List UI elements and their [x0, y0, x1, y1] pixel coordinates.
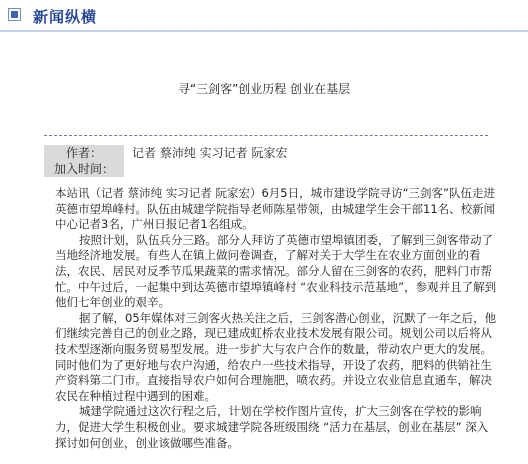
date-row — [44, 161, 488, 177]
date-label: 加入时间： — [44, 161, 124, 177]
article-body — [55, 186, 497, 451]
paragraph: 本站讯（记者 蔡沛纯 实习记者 阮家宏）6月5日，城市建设学院寻访“三剑客”队伍走进英德市望埠峰村。队伍由城建学院指导老师陈星带领，由城建学生会干部11名、校新闻中心记者3名，广州日报记者1名组成。 — [55, 186, 496, 232]
article-title: 寻“三剑客”创业历程 创业在基层 — [177, 82, 351, 96]
article-meta — [44, 145, 488, 177]
header-divider — [0, 30, 528, 32]
paragraph: 据了解，05年媒体对三剑客火热关注之后，三剑客潜心创业，沉默了一年之后，他们继续完善自己的创业之路，现已建成虹桥农业技术发展有限公司。规划公司以后将从技术型逐渐向服务贸易型发展。进一步扩大与农户合作的数量，带动农户更大的发展。同时他们为了更好地与农户沟通，给农户一些技术指导，开设了农药，肥料的供销社生产资料第二门市。直接指导农户如何合理施肥，喷农药。并设立农业信息直通车，解决农民在种植过程中遇到的困难。 — [55, 310, 497, 403]
author-value: 记者 蔡沛纯 实习记者 阮家宏 — [132, 146, 288, 160]
paragraph: 按照计划，队伍兵分三路。部分人拜访了英德市望埠镇团委，了解到三剑客带动了当地经济地发展。有些人在镇上做问卷调查，了解对关于大学生在农业方面创业的看法，农民、居民对反季节瓜果蔬菜的需求情况。部分人留在三剑客的农药，肥料门市帮忙。中午过后，一起集中到达英德市望埠镇峰村 “农业科技示范基地”，参观并且了解到他们七年创业的艰辛。 — [55, 232, 497, 310]
bullet-square-icon — [8, 8, 21, 21]
author-row — [44, 145, 488, 161]
section-title: 新闻纵横 — [33, 8, 98, 26]
paragraph: 城建学院通过这次行程之后，计划在学校作图片宣传，扩大三剑客在学校的影响力，促进大学生积极创业。要求城建学院各班级围绕 “活力在基层，创业在基层” 深入探讨如何创业，创业该做哪些准备。 — [55, 404, 489, 450]
author-label: 作者： — [44, 145, 124, 161]
date-value — [124, 161, 132, 177]
dashed-divider — [44, 135, 488, 136]
section-header — [0, 0, 528, 30]
